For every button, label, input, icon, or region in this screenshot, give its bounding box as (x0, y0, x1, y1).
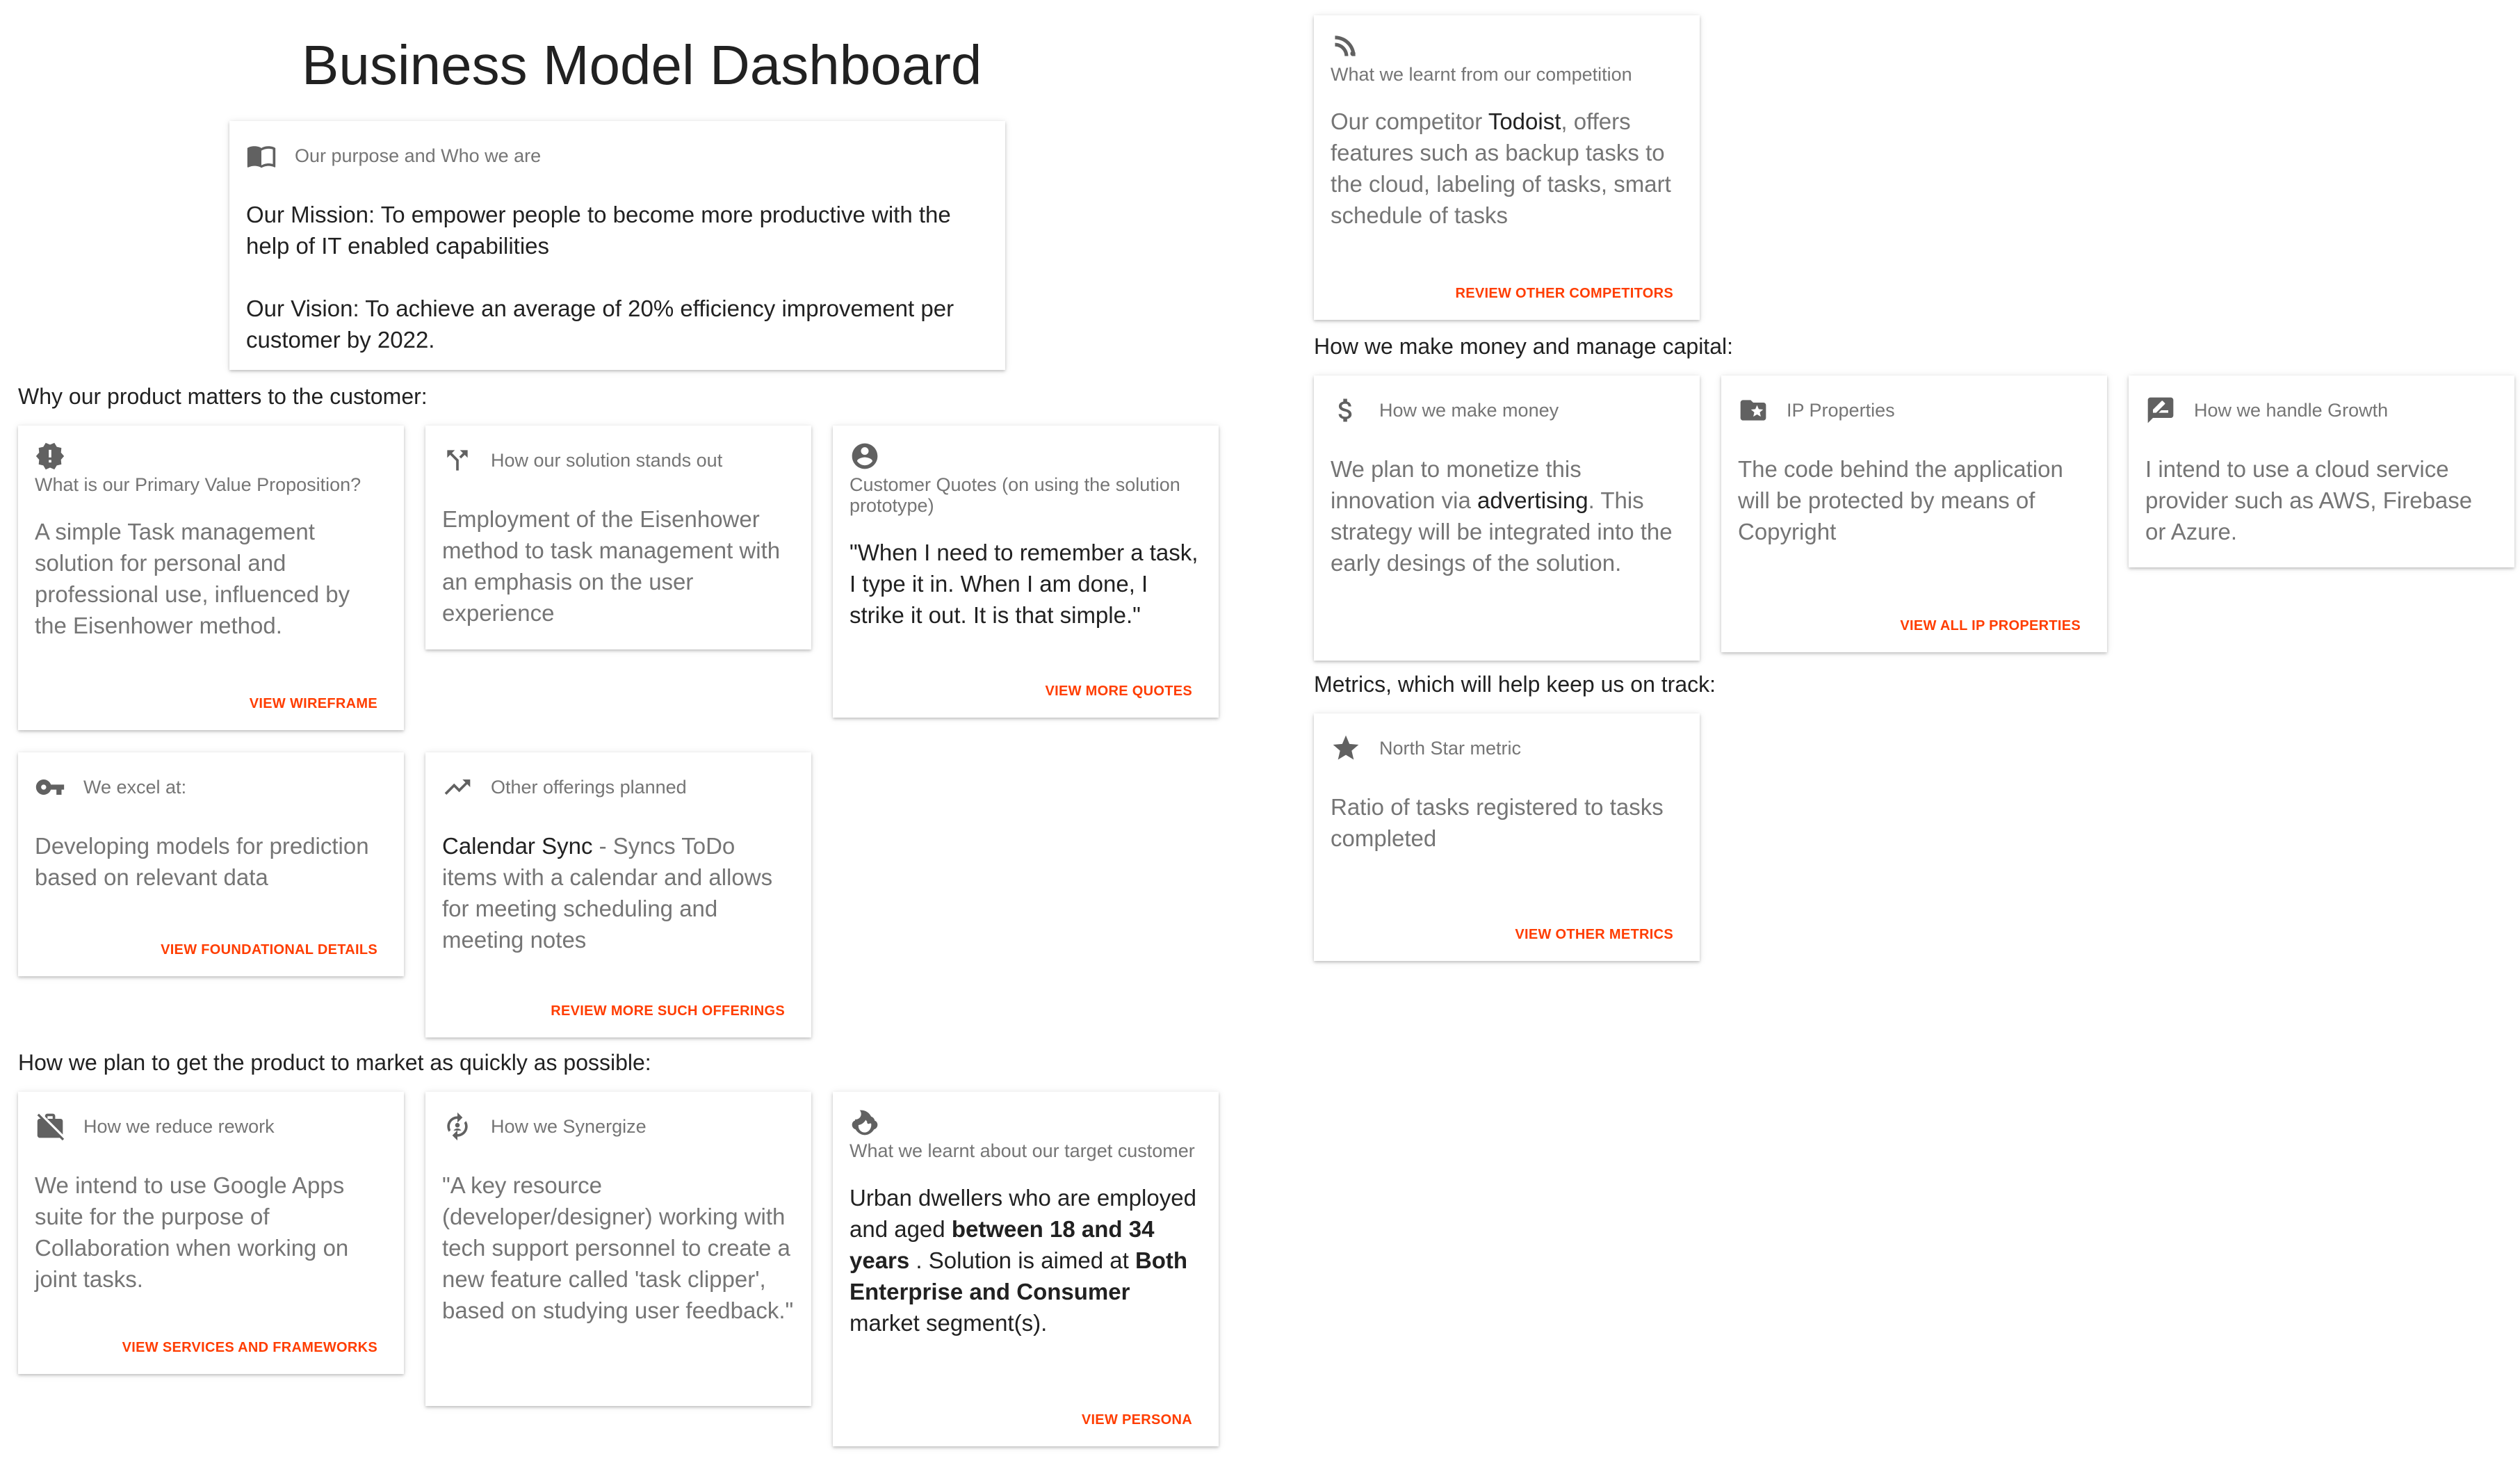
mission-text: Our Mission: To empower people to become more productive with the help of IT enabled capabilities (246, 202, 951, 259)
make-money-text (1331, 453, 1683, 579)
ip-properties-label: IP Properties (1787, 400, 1895, 421)
target-customer-card (833, 1092, 1219, 1446)
make-money-text-2: . This strategy will be integrated into the early desings of the solution. (1331, 487, 1673, 576)
rate-review-icon (2145, 395, 2176, 426)
synergize-card (425, 1092, 811, 1406)
make-money-text-1: We plan to monetize this innovation via (1331, 456, 1582, 513)
view-wireframe-button[interactable]: VIEW WIREFRAME (249, 696, 377, 711)
account-circle-icon (850, 441, 880, 471)
review-other-competitors-button[interactable]: REVIEW OTHER COMPETITORS (1455, 286, 1673, 301)
excel-label: We excel at: (83, 777, 187, 798)
make-money-label: How we make money (1379, 400, 1559, 421)
competition-text-2: , offers features such as backup tasks to the cloud, labeling of tasks, smart schedule of tasks (1331, 108, 1671, 228)
competition-label: What we learnt from our competition (1331, 64, 1632, 85)
view-other-metrics-button[interactable]: VIEW OTHER METRICS (1515, 927, 1673, 942)
dollar-icon (1331, 395, 1361, 426)
synergize-text: "A key resource (developer/designer) working with tech support personnel to create a new feature called 'task clipper', based on studying user feedback." (442, 1172, 794, 1323)
folder-special-icon (1738, 395, 1769, 426)
competition-text-1: Our competitor (1331, 108, 1488, 134)
star-icon (1331, 733, 1361, 763)
call-split-icon (442, 445, 473, 476)
make-money-card (1314, 375, 1700, 661)
stands-out-text: Employment of the Eisenhower method to task management with an emphasis on the user experience (442, 506, 781, 626)
target-age-range: between 18 and 34 years (850, 1216, 1155, 1273)
target-customer-text (850, 1182, 1202, 1339)
view-foundational-details-button[interactable]: VIEW FOUNDATIONAL DETAILS (161, 942, 377, 957)
section-metrics: Metrics, which will help keep us on track: (1314, 672, 1716, 697)
ip-properties-card (1721, 375, 2107, 652)
growth-card (2129, 375, 2514, 567)
purpose-card (229, 121, 1005, 370)
excel-card (18, 752, 404, 976)
growth-label: How we handle Growth (2194, 400, 2389, 421)
north-star-card (1314, 713, 1700, 961)
value-proposition-card (18, 426, 404, 730)
view-more-quotes-button[interactable]: VIEW MORE QUOTES (1045, 684, 1192, 699)
book-icon (246, 140, 277, 171)
value-proposition-label: What is our Primary Value Proposition? (35, 474, 361, 495)
trending-up-icon (442, 772, 473, 802)
rework-label: How we reduce rework (83, 1116, 275, 1137)
alert-badge-icon (35, 441, 65, 471)
rework-card (18, 1092, 404, 1374)
review-more-offerings-button[interactable]: REVIEW MORE SUCH OFFERINGS (551, 1003, 785, 1019)
stands-out-card (425, 426, 811, 649)
section-go-to-market: How we plan to get the product to market as quickly as possible: (18, 1050, 651, 1075)
north-star-label: North Star metric (1379, 738, 1522, 759)
view-persona-button[interactable]: VIEW PERSONA (1081, 1412, 1192, 1428)
north-star-text: Ratio of tasks registered to tasks completed (1331, 794, 1664, 851)
offering-description: - Syncs ToDo items with a calendar and allows for meeting scheduling and meeting notes (442, 833, 773, 953)
ip-properties-text: The code behind the application will be protected by means of Copyright (1738, 456, 2063, 544)
view-services-frameworks-button[interactable]: VIEW SERVICES AND FRAMEWORKS (122, 1340, 377, 1355)
work-off-icon (35, 1111, 65, 1142)
excel-text: Developing models for prediction based on relevant data (35, 833, 369, 890)
sync-person-icon (442, 1111, 473, 1142)
rss-feed-icon (1331, 31, 1361, 61)
target-customer-label: What we learnt about our target customer (850, 1140, 1195, 1161)
section-why-matters: Why our product matters to the customer: (18, 384, 428, 409)
monetization-method: advertising (1477, 487, 1588, 513)
customer-quotes-label: Customer Quotes (on using the solution prototype) (850, 474, 1180, 516)
offerings-text (442, 830, 795, 955)
value-proposition-text: A simple Task management solution for personal and professional use, influenced by the Eisenhower method. (35, 519, 350, 638)
competition-text (1331, 106, 1683, 231)
target-segment: Both Enterprise and Consumer (850, 1247, 1188, 1304)
section-money: How we make money and manage capital: (1314, 334, 1733, 359)
customer-quotes-card (833, 426, 1219, 718)
target-text-1: Urban dwellers who are employed and aged (850, 1185, 1196, 1242)
competition-card (1314, 15, 1700, 320)
target-text-3: market segment(s). (850, 1310, 1048, 1336)
offerings-label: Other offerings planned (491, 777, 687, 798)
offerings-card (425, 752, 811, 1037)
target-text-2: . Solution is aimed at (909, 1247, 1135, 1273)
purpose-label: Our purpose and Who we are (295, 145, 542, 166)
growth-text: I intend to use a cloud service provider such as AWS, Firebase or Azure. (2145, 456, 2473, 544)
competitor-name: Todoist (1488, 108, 1561, 134)
view-all-ip-properties-button[interactable]: VIEW ALL IP PROPERTIES (1900, 618, 2081, 633)
synergize-label: How we Synergize (491, 1116, 647, 1137)
vision-text: Our Vision: To achieve an average of 20% efficiency improvement per customer by 2022. (246, 296, 954, 353)
child-face-icon (850, 1107, 880, 1138)
key-icon (35, 772, 65, 802)
customer-quote-text: "When I need to remember a task, I type it in. When I am done, I strike it out. It is that simple." (850, 540, 1198, 628)
rework-text: We intend to use Google Apps suite for the purpose of Collaboration when working on joint tasks. (35, 1172, 349, 1292)
offering-name: Calendar Sync (442, 833, 593, 859)
page-title: Business Model Dashboard (302, 34, 982, 96)
stands-out-label: How our solution stands out (491, 450, 723, 471)
